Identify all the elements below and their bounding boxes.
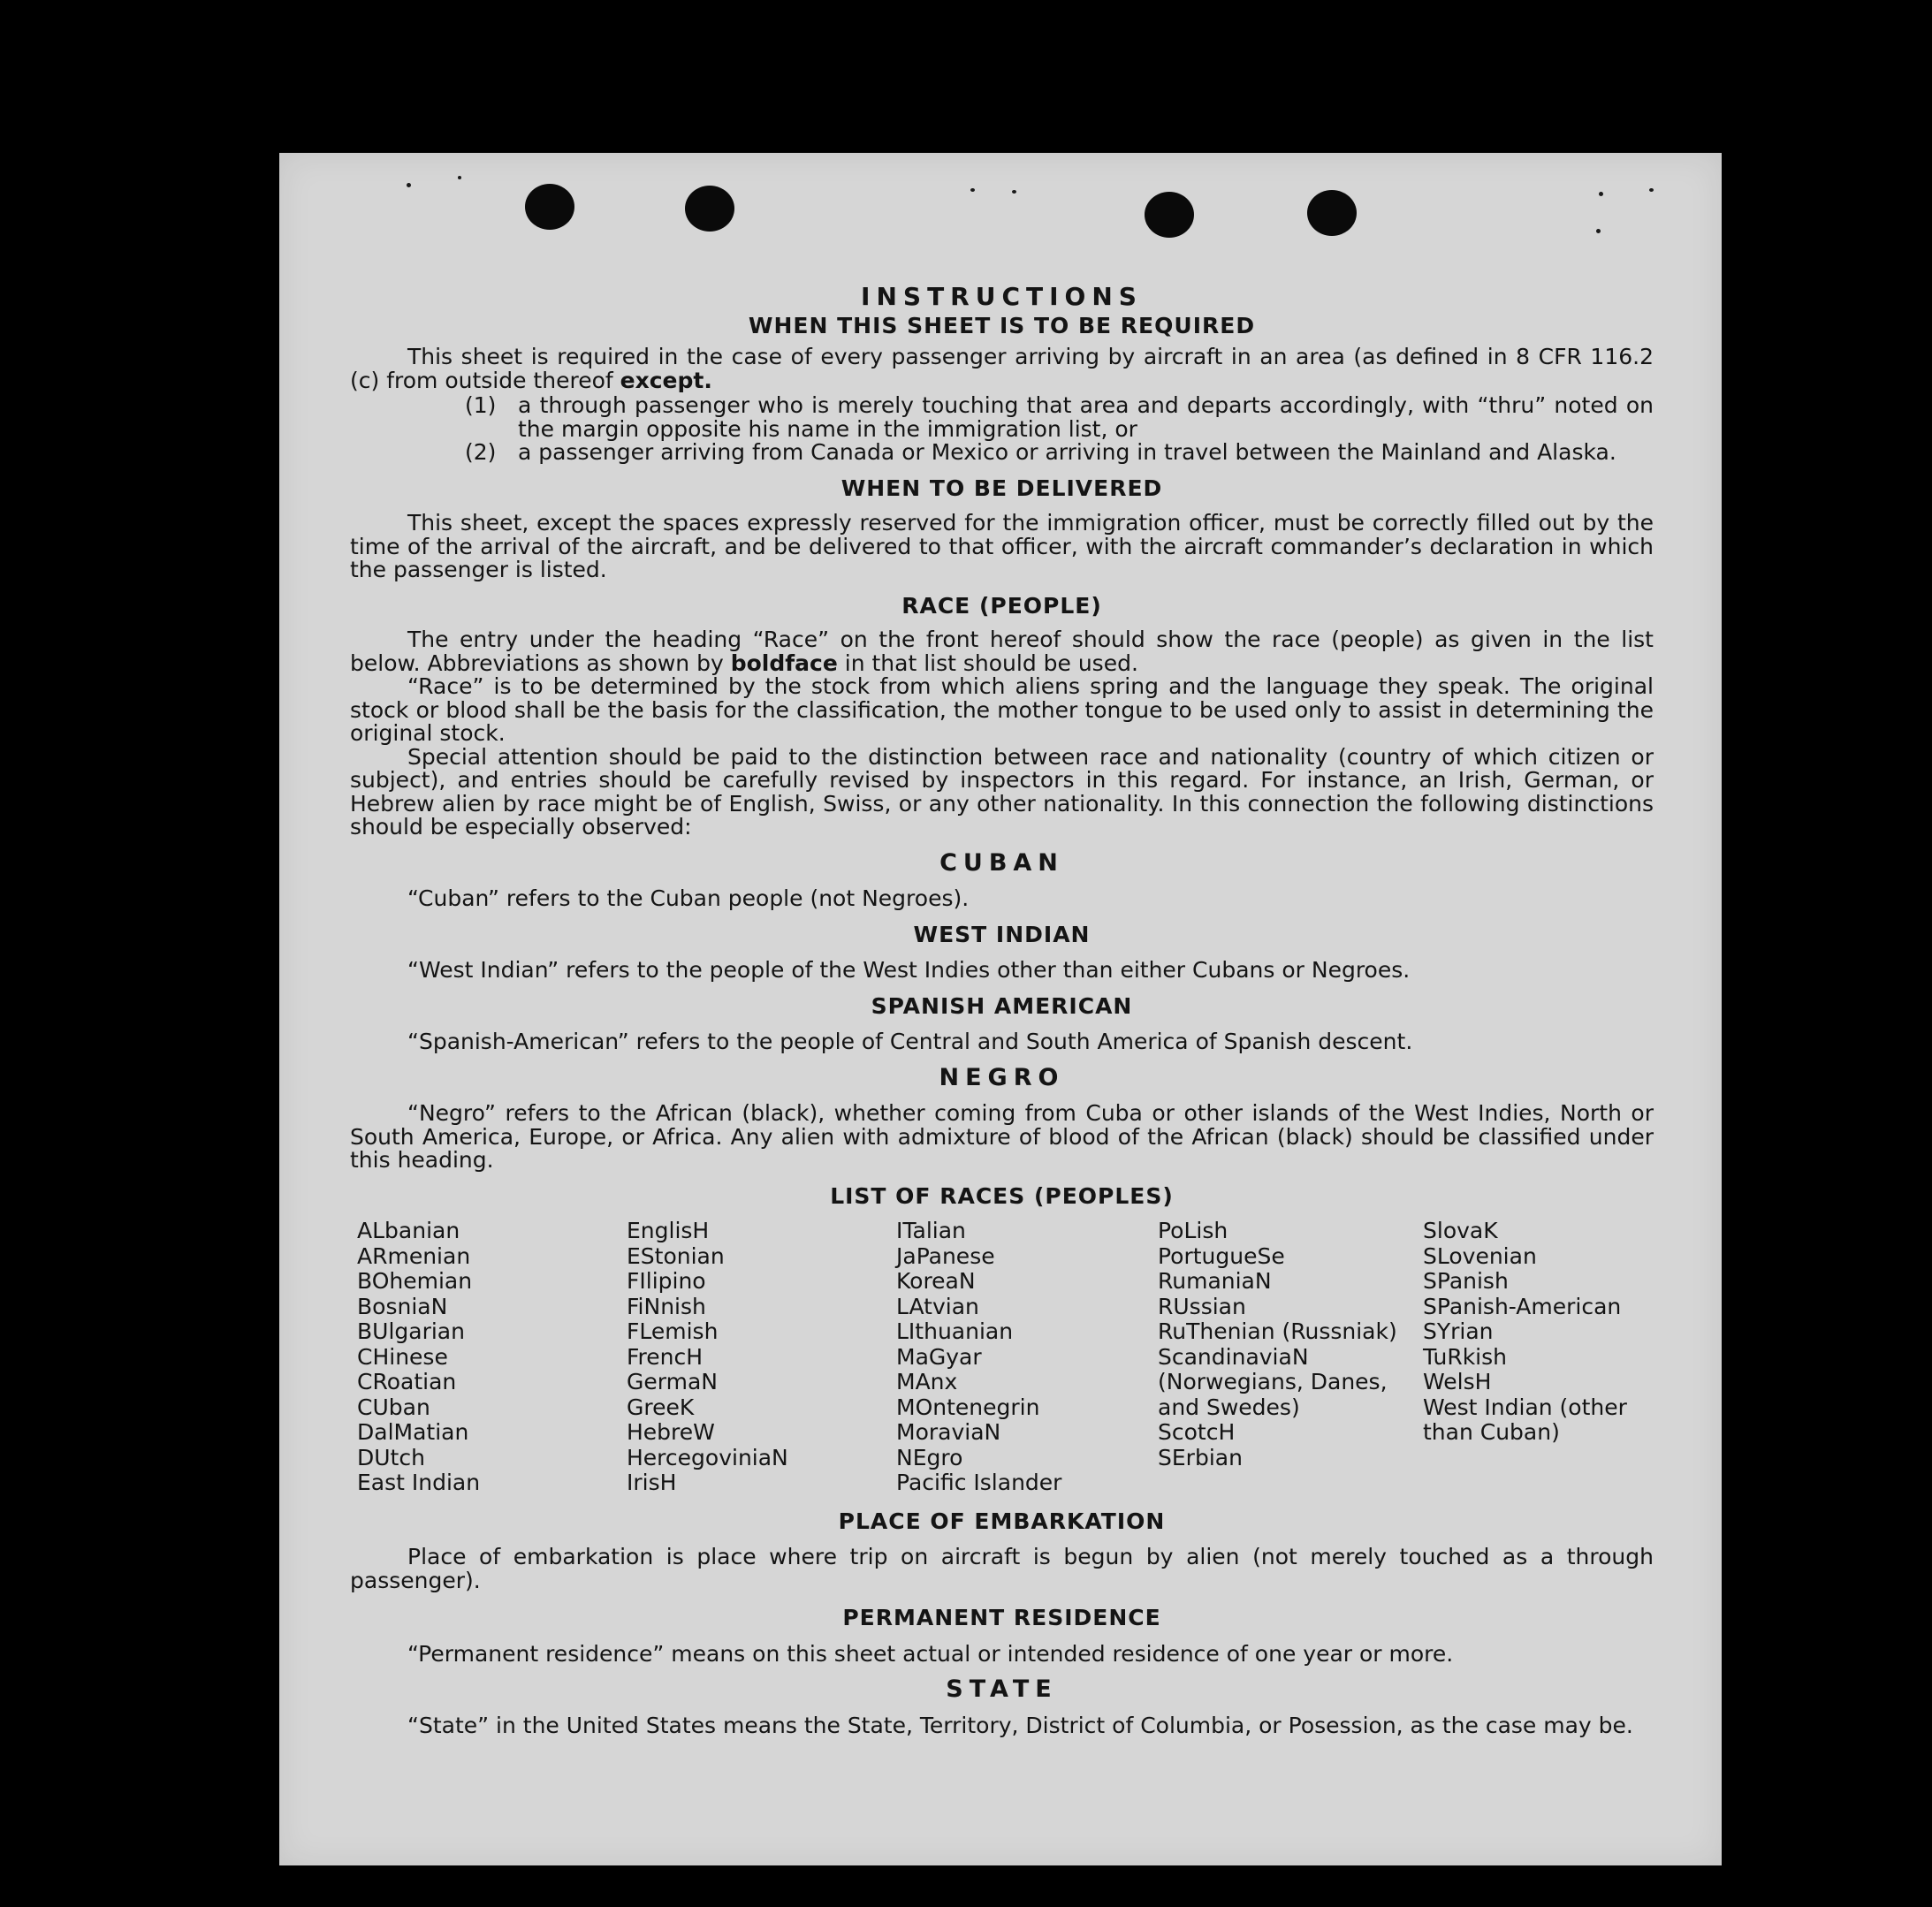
required-list — [465, 394, 1654, 465]
race-item: LAtvian — [896, 1293, 979, 1319]
race-item: DalMatian — [357, 1419, 469, 1445]
speck — [407, 183, 411, 187]
race-paragraph-2: “Race” is to be determined by the stock from which aliens spring and the language they speak. The original stock or blood shall be the basis for the classification, the mother tongue to be used only to assist in determining the original stock. — [350, 673, 1654, 746]
race-item: FiNnish — [627, 1293, 706, 1319]
races-column-1 — [357, 1219, 627, 1496]
race-item: MOntenegrin — [896, 1394, 1040, 1420]
speck — [1596, 229, 1601, 233]
race-item: Pacific Islander — [896, 1470, 1062, 1495]
heading-when-delivered: WHEN TO BE DELIVERED — [840, 475, 1163, 501]
race-item: FIlipino — [627, 1268, 706, 1294]
race-item: MaGyar — [896, 1343, 982, 1370]
race-item: CUban — [357, 1394, 430, 1420]
race-paragraph-1 — [350, 628, 1654, 675]
list-item — [465, 441, 1654, 465]
race-item: WelsH — [1423, 1369, 1492, 1394]
race-item: TuRkish — [1423, 1343, 1507, 1370]
punch-hole — [1145, 192, 1194, 238]
list-number: (1) — [465, 392, 497, 418]
race-item: KoreaN — [896, 1268, 976, 1294]
punch-hole — [525, 184, 574, 230]
race-item: SPanish — [1423, 1268, 1509, 1294]
race-paragraph-3: Special attention should be paid to the distinction between race and nationality (country of which citizen or subject), and entries should be carefully revised by inspectors in this regard. For instance, an Irish, German, or Hebrew alien by race might be of English, Swiss, or any other nationality. In this connection the following distinctions should be especially observed: — [350, 743, 1654, 840]
list-number: (2) — [465, 439, 497, 465]
heading-west-indian: WEST INDIAN — [913, 921, 1091, 947]
race-item: ARmenian — [357, 1242, 471, 1269]
race-p1-after: in that list should be used. — [844, 650, 1138, 676]
required-except: except. — [620, 367, 712, 393]
race-p1-bold: boldface — [730, 650, 838, 676]
speck — [1649, 188, 1654, 192]
required-text: This sheet is required in the case of every passenger arriving by aircraft in an area (as defined in 8 CFR 116.2 (c) from outside thereof — [350, 344, 1654, 393]
races-column-5 — [1423, 1219, 1662, 1496]
race-item: FrencH — [627, 1343, 704, 1370]
race-item: FLemish — [627, 1318, 719, 1344]
race-item: EnglisH — [627, 1218, 710, 1243]
race-item: DUtch — [357, 1444, 425, 1470]
heading-embarkation: PLACE OF EMBARKATION — [838, 1508, 1166, 1534]
spanish-american-paragraph: “Spanish-American” refers to the people of Central and South America of Spanish descent. — [407, 1029, 1413, 1054]
speck — [1599, 192, 1603, 196]
race-item: HebreW — [627, 1419, 715, 1445]
race-item: HercegoviniaN — [627, 1444, 788, 1470]
race-item: SErbian — [1158, 1444, 1243, 1470]
race-item: East Indian — [357, 1470, 481, 1495]
race-item: SlovaK — [1423, 1218, 1498, 1243]
race-item: ITalian — [896, 1218, 966, 1243]
race-item: MAnx — [896, 1369, 958, 1394]
race-item: PortugueSe — [1158, 1242, 1285, 1269]
races-column-4 — [1158, 1219, 1423, 1496]
race-item: PoLish — [1158, 1218, 1228, 1243]
race-item: EStonian — [627, 1242, 725, 1269]
race-item: LIthuanian — [896, 1318, 1014, 1344]
punch-hole — [1307, 190, 1357, 236]
list-item — [465, 394, 1654, 441]
race-item: RumaniaN — [1158, 1268, 1272, 1294]
race-item: IrisH — [627, 1470, 677, 1495]
race-item: SPanish-American — [1423, 1293, 1622, 1319]
speck — [458, 176, 461, 179]
residence-paragraph: “Permanent residence” means on this sheet actual or intended residence of one year or more. — [407, 1640, 1454, 1667]
heading-cuban: CUBAN — [939, 848, 1064, 877]
race-item: BOhemian — [357, 1268, 473, 1294]
races-list — [357, 1219, 1654, 1496]
race-item: ScandinaviaN (Norwegians, Danes, and Swedes) — [1158, 1343, 1388, 1420]
races-column-3 — [896, 1219, 1158, 1496]
race-item: CRoatian — [357, 1369, 457, 1394]
list-text: a passenger arriving from Canada or Mexico or arriving in travel between the Mainland and Alaska. — [518, 439, 1616, 465]
race-item: GermaN — [627, 1369, 718, 1394]
race-item: BosniaN — [357, 1293, 448, 1319]
heading-spanish-american: SPANISH AMERICAN — [871, 992, 1133, 1019]
document-sheet — [279, 153, 1722, 1865]
race-item: BUlgarian — [357, 1318, 465, 1344]
race-p1-text: The entry under the heading “Race” on the front hereof should show the race (people) as given in the list below. Abbreviations as shown by — [350, 627, 1654, 676]
embarkation-paragraph: Place of embarkation is place where trip on aircraft is begun by alien (not merely touched as a through passenger). — [350, 1544, 1654, 1593]
heading-negro: NEGRO — [939, 1063, 1065, 1091]
negro-paragraph: “Negro” refers to the African (black), whether coming from Cuba or other islands of the West Indies, North or South America, Europe, or Africa. Any alien with admixture of blood of the African (black) should be classified under this heading. — [350, 1100, 1654, 1173]
race-item: ScotcH — [1158, 1419, 1236, 1445]
instructions-content — [350, 282, 1654, 1738]
race-item: RuThenian (Russniak) — [1158, 1318, 1397, 1344]
heading-list-of-races: LIST OF RACES (PEOPLES) — [830, 1182, 1174, 1209]
punch-hole — [685, 186, 734, 232]
list-text: a through passenger who is merely touching that area and departs accordingly, with “thru” noted on the margin opposite his name in the immigration list, or — [518, 392, 1654, 442]
state-paragraph: “State” in the United States means the State, Territory, District of Columbia, or Posession, as the case may be. — [407, 1712, 1633, 1738]
required-paragraph — [350, 346, 1654, 392]
document-title: INSTRUCTIONS — [861, 282, 1143, 311]
race-item: SLovenian — [1423, 1242, 1537, 1269]
west-indian-paragraph: “West Indian” refers to the people of the West Indies other than either Cubans or Negroes. — [407, 957, 1411, 983]
speck — [970, 188, 975, 192]
race-item: CHinese — [357, 1343, 448, 1370]
race-item: MoraviaN — [896, 1419, 1001, 1445]
race-item: SYrian — [1423, 1318, 1494, 1344]
speck — [1012, 190, 1016, 194]
race-item: ALbanian — [357, 1218, 460, 1243]
races-column-2 — [627, 1219, 896, 1496]
race-item: GreeK — [627, 1394, 695, 1420]
delivered-paragraph: This sheet, except the spaces expressly reserved for the immigration officer, must be correctly filled out by the time of the arrival of the aircraft, and be delivered to that officer, with the aircraft commander’s declaration in which the passenger is listed. — [350, 510, 1654, 582]
heading-permanent-residence: PERMANENT RESIDENCE — [842, 1605, 1161, 1630]
race-item: NEgro — [896, 1444, 963, 1470]
cuban-paragraph: “Cuban” refers to the Cuban people (not Negroes). — [407, 885, 970, 911]
heading-race: RACE (PEOPLE) — [901, 592, 1102, 619]
heading-when-required: WHEN THIS SHEET IS TO BE REQUIRED — [748, 312, 1256, 338]
race-item: JaPanese — [896, 1242, 995, 1269]
heading-state: STATE — [946, 1675, 1058, 1703]
race-item: RUssian — [1158, 1293, 1246, 1319]
race-item: West Indian (other than Cuban) — [1423, 1394, 1627, 1445]
